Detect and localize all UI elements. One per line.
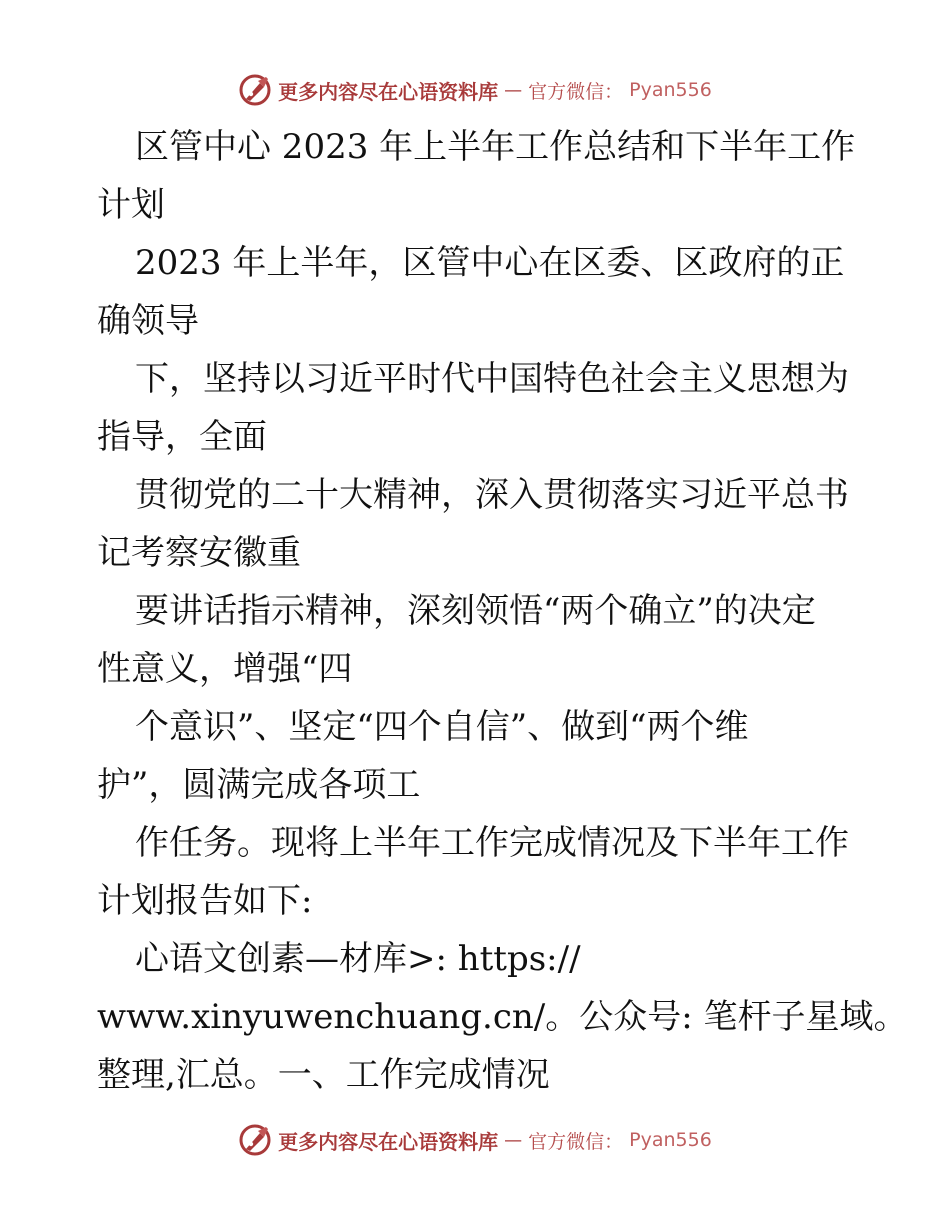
doc-line: 贯彻党的二十大精神，深入贯彻落实习近平总书 (135, 475, 849, 515)
pen-logo-icon (238, 1123, 272, 1157)
doc-line: 确领导 (97, 301, 199, 341)
doc-line: 记考察安徽重 (97, 533, 301, 573)
document-body (97, 118, 908, 1104)
banner-separator: — (504, 1129, 523, 1151)
doc-line: 作任务。现将上半年工作完成情况及下半年工作 (135, 823, 849, 863)
banner-brand-text: 更多内容尽在心语资料库 (278, 79, 499, 104)
banner-separator: — (504, 79, 523, 101)
doc-line: 计划 (97, 185, 165, 225)
banner-wechat-id: Pyan556 (629, 1129, 712, 1151)
doc-line: 性意义，增强“四 (97, 649, 353, 689)
doc-line: 下，坚持以习近平时代中国特色社会主义思想为 (135, 359, 849, 399)
doc-line: 计划报告如下: (97, 881, 313, 921)
doc-line: 护”，圆满完成各项工 (97, 765, 421, 805)
doc-line: 整理,汇总。一、工作完成情况 (97, 1055, 550, 1095)
banner-wechat-id: Pyan556 (629, 79, 712, 101)
pen-logo-icon (238, 73, 272, 107)
doc-line: 指导，全面 (97, 417, 267, 457)
footer-banner (0, 1120, 950, 1160)
doc-line: www.xinyuwenchuang.cn/。公众号: 笔杆子星域。 (97, 997, 908, 1037)
banner-wechat-label: 官方微信： (528, 1130, 624, 1153)
doc-line: 区管中心 2023 年上半年工作总结和下半年工作 (135, 127, 856, 167)
doc-line: 2023 年上半年，区管中心在区委、区政府的正 (135, 243, 845, 283)
header-banner (0, 70, 950, 110)
doc-line: 要讲话指示精神，深刻领悟“两个确立”的决定 (135, 591, 816, 631)
banner-wechat-label: 官方微信： (528, 80, 624, 103)
doc-line: 心语文创素—材库>: https:// (135, 939, 581, 979)
doc-line: 个意识”、坚定“四个自信”、做到“两个维 (135, 707, 749, 747)
banner-brand-text: 更多内容尽在心语资料库 (278, 1129, 499, 1154)
